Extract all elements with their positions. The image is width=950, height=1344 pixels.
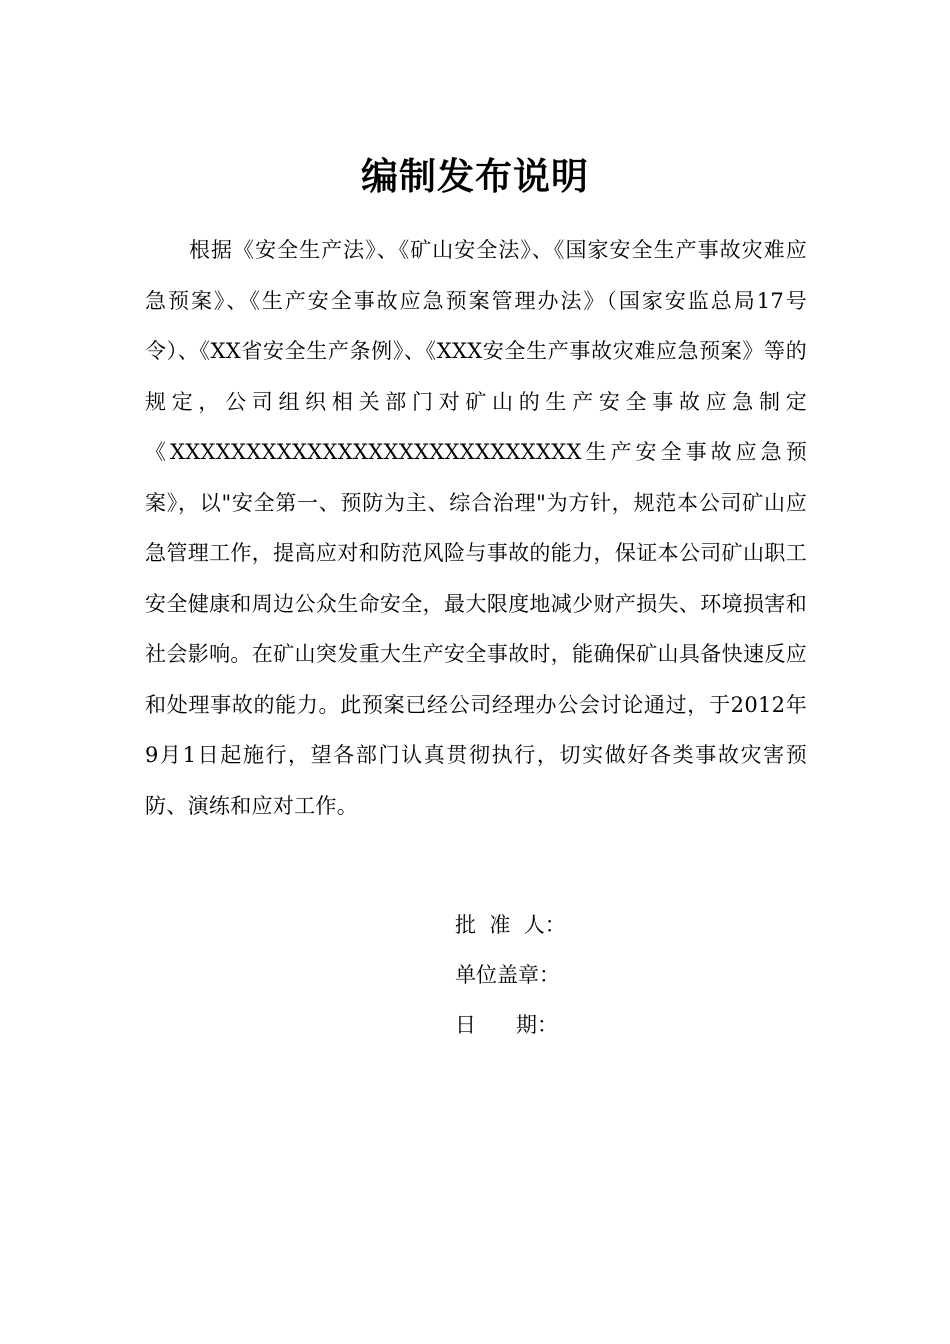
date-label: 日 期： (455, 1013, 559, 1037)
page-title: 编制发布说明 (361, 155, 589, 198)
signature-block (455, 900, 775, 1050)
approver-label: 批 准 人： (455, 913, 566, 937)
body-paragraph: 根据《安全生产法》、《矿山安全法》、《国家安全生产事故灾难应急预案》、《生产安全事故应急预案管理办法》（国家安监总局17号令）、《XX省安全生产条例》、《XXX安全生产事故灾难应急预案》等的规定，公司组织相关部门对矿山的生产安全事故应急制定《XXXXXXXXXXXXXXXXXXXXXXXXXXX生产安全事故应急预案》，以"安全第一、预防为主、综合治理"为方针，规范本公司矿山应急管理工作，提高应对和防范风险与事故的能力，保证本公司矿山职工安全健康和周边公众生命安全，最大限度地减少财产损失、环境损害和社会影响。在矿山突发重大生产安全事故时，能确保矿山具备快速反应和处理事故的能力。此预案已经公司经理办公会讨论通过，于2012年9月1日起施行，望各部门认真贯彻执行，切实做好各类事故灾害预防、演练和应对工作。 (145, 238, 807, 818)
seal-label: 单位盖章： (455, 963, 560, 987)
